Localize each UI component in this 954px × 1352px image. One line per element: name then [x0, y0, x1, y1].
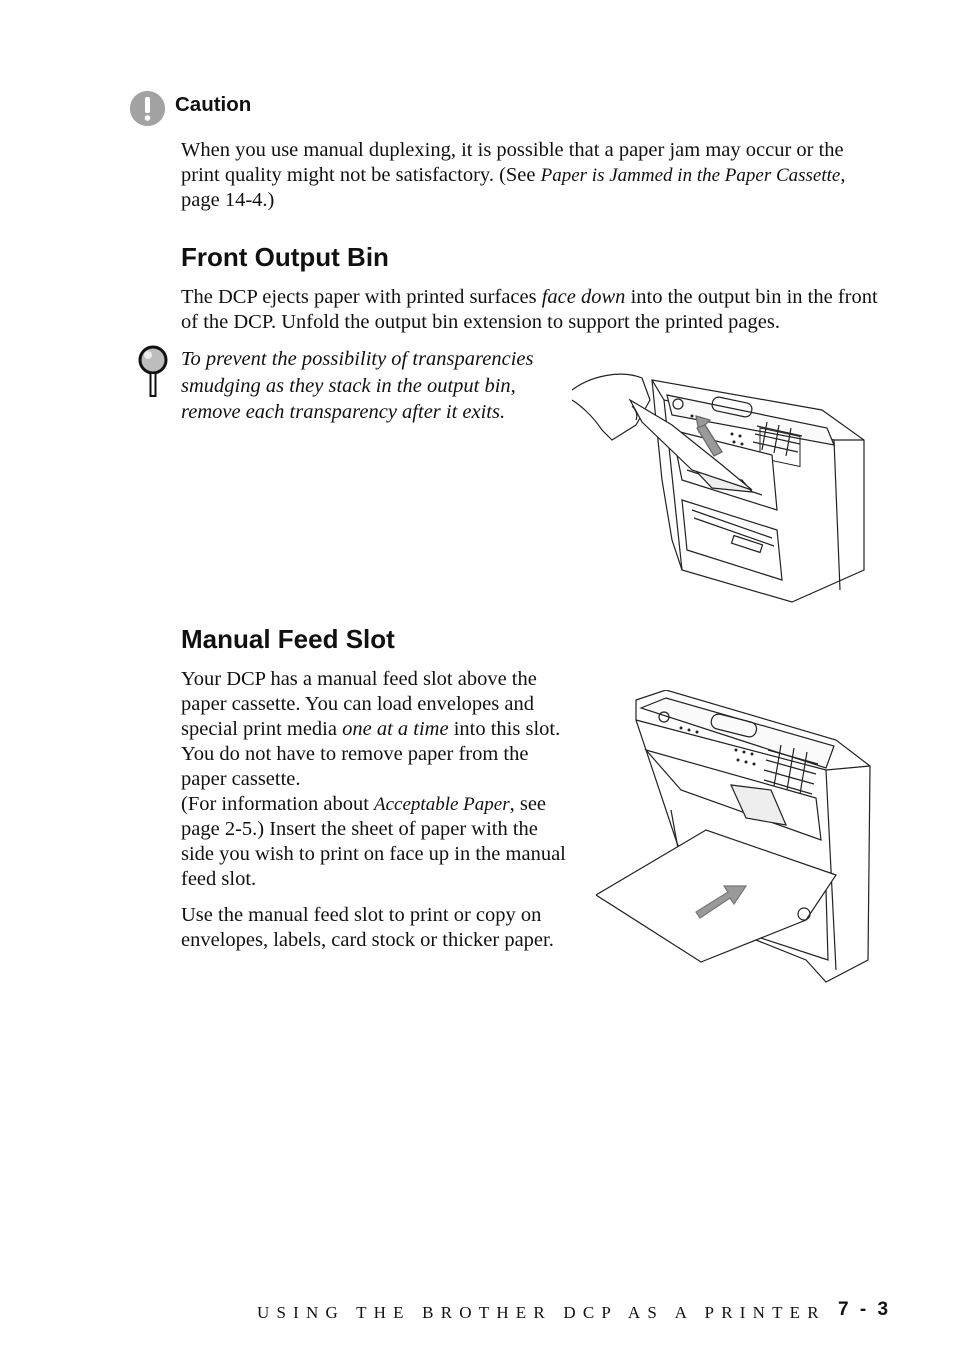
- caution-icon: [130, 91, 165, 126]
- footer-chapter-title: USING THE BROTHER DCP AS A PRINTER: [257, 1303, 826, 1322]
- acceptable-paper-reference: Acceptable Paper: [374, 794, 510, 815]
- manual-feed-illustration: [596, 690, 872, 986]
- front-output-bin-body: The DCP ejects paper with printed surfaces face down into the output bin in the front of the DCP. Unfold the output bin extension to support the printed pages.: [181, 286, 878, 333]
- manual-feed-slot-usage: Use the manual feed slot to print or copy on envelopes, labels, card stock or thicker paper.: [181, 904, 554, 951]
- caution-title: Caution: [175, 93, 252, 116]
- output-bin-illustration: [572, 370, 868, 606]
- footer-page-number: 7 - 3: [838, 1299, 892, 1320]
- manual-feed-slot-body: Your DCP has a manual feed slot above the paper cassette. You can load envelopes and special print media one at a time into this slot. You do not have to remove paper from the paper cassette. (For information about Acceptable Paper, see page 2-5.) Insert the sheet of paper with the side you wish to print on face up in the manual feed slot.: [181, 668, 566, 890]
- front-output-bin-heading: Front Output Bin: [181, 242, 389, 272]
- caution-body: When you use manual duplexing, it is possible that a paper jam may occur or the print quality might not be satisfactory. (See Paper is Jammed in the Paper Cassette, page 14-4.): [181, 139, 846, 211]
- caution-reference: Paper is Jammed in the Paper Cassette: [540, 165, 841, 186]
- manual-feed-slot-heading: Manual Feed Slot: [181, 624, 395, 654]
- transparency-note: To prevent the possibility of transparencies smudging as they stack in the output bin, remove each transparency after it exits.: [181, 348, 534, 423]
- magnifier-note-icon: [137, 344, 169, 398]
